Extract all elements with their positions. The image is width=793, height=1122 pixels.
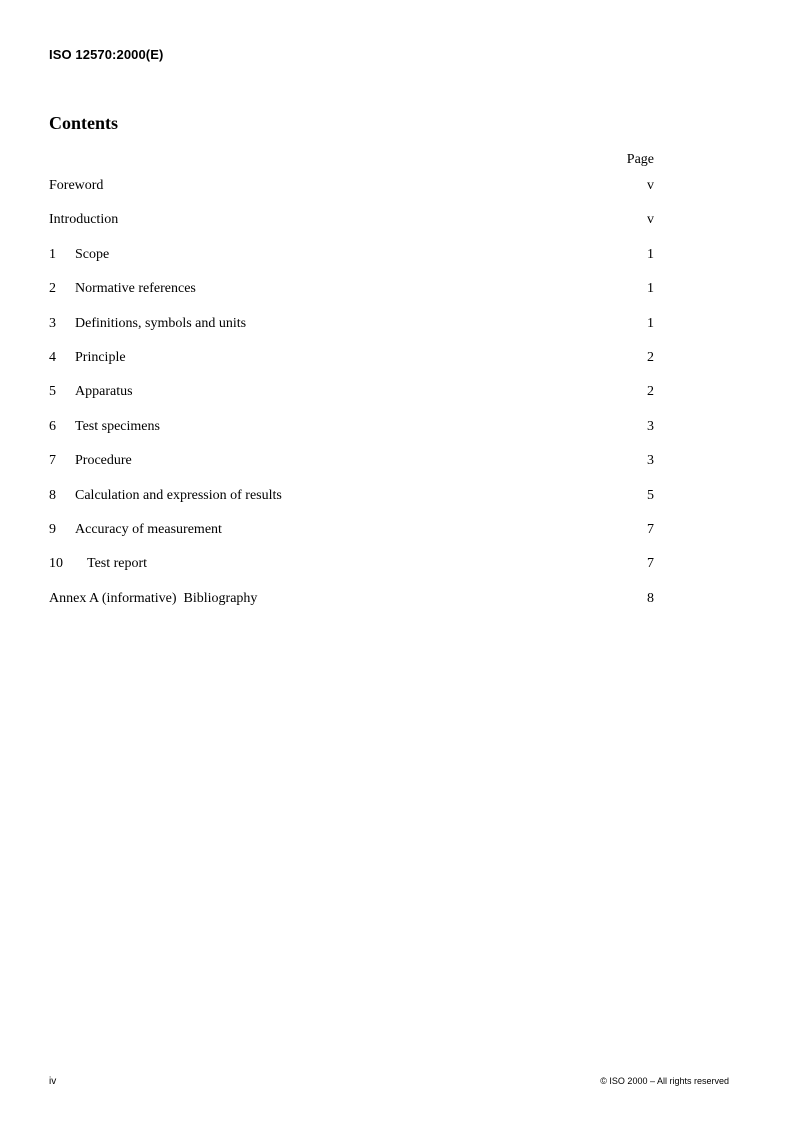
toc-entry-normative-references[interactable]: [49, 280, 654, 314]
toc-entry-title: Apparatus: [75, 384, 133, 400]
toc-entry-introduction[interactable]: [49, 211, 654, 245]
toc-entry-number: 1: [49, 246, 56, 262]
page-column-label: Page: [626, 152, 654, 167]
toc-entry-page: 7: [647, 521, 654, 537]
toc-entry-accuracy[interactable]: [49, 521, 654, 555]
toc-entry-page: 1: [647, 315, 654, 331]
footer-page-number: iv: [49, 1076, 57, 1087]
toc-entry-number: 9: [49, 521, 56, 537]
toc-entry-number: 4: [49, 349, 56, 365]
toc-entry-definitions[interactable]: [49, 315, 654, 349]
document-id: ISO 12570:2000(E): [49, 47, 164, 62]
toc-entry-number: 10: [49, 556, 63, 572]
toc-entry-test-report[interactable]: [49, 555, 654, 589]
toc-entry-page: v: [647, 212, 654, 228]
toc-entry-title: Accuracy of measurement: [75, 521, 222, 537]
toc-entry-title: Test report: [87, 556, 148, 572]
toc-entry-title: Procedure: [75, 453, 132, 469]
toc-entry-number: 2: [49, 281, 56, 297]
toc-entry-number: 3: [49, 315, 56, 331]
toc-entry-page: 1: [647, 281, 654, 297]
toc-entry-scope[interactable]: [49, 246, 654, 280]
toc-entry-apparatus[interactable]: [49, 383, 654, 417]
toc-entry-procedure[interactable]: [49, 452, 654, 486]
toc-entry-page: 3: [647, 418, 654, 434]
footer-copyright: © ISO 2000 – All rights reserved: [600, 1076, 729, 1086]
toc-entry-page: v: [647, 178, 654, 193]
toc-entry-calculation[interactable]: [49, 487, 654, 521]
toc-entry-page: 5: [647, 487, 654, 503]
toc-entry-foreword[interactable]: [49, 177, 654, 211]
toc-entry-annex-a[interactable]: [49, 590, 654, 624]
toc-entry-page: 3: [647, 453, 654, 469]
toc-entry-title: Foreword: [49, 178, 104, 193]
toc-entry-test-specimens[interactable]: [49, 418, 654, 452]
toc-entry-number: 8: [49, 487, 56, 503]
toc-entry-page: 1: [647, 246, 654, 262]
toc-entry-title: Principle: [75, 349, 126, 365]
toc-entry-title: Scope: [75, 246, 110, 262]
toc-entry-page: 2: [647, 349, 654, 365]
toc-entry-number: 5: [49, 384, 56, 400]
toc-entry-page: 8: [647, 590, 654, 606]
toc-entry-title: Annex A (informative) Bibliography: [49, 590, 258, 606]
toc-entry-principle[interactable]: [49, 349, 654, 383]
toc-entry-number: 7: [49, 453, 56, 469]
toc-entry-number: 6: [49, 418, 56, 434]
table-of-contents: [49, 177, 654, 624]
toc-entry-title: Normative references: [75, 281, 196, 297]
toc-entry-title: Test specimens: [75, 418, 160, 434]
contents-title: Contents: [49, 113, 119, 133]
toc-entry-page: 2: [647, 384, 654, 400]
toc-entry-title: Calculation and expression of results: [75, 487, 282, 503]
toc-entry-page: 7: [647, 556, 654, 572]
toc-entry-title: Definitions, symbols and units: [75, 315, 247, 331]
toc-entry-title: Introduction: [49, 212, 119, 228]
